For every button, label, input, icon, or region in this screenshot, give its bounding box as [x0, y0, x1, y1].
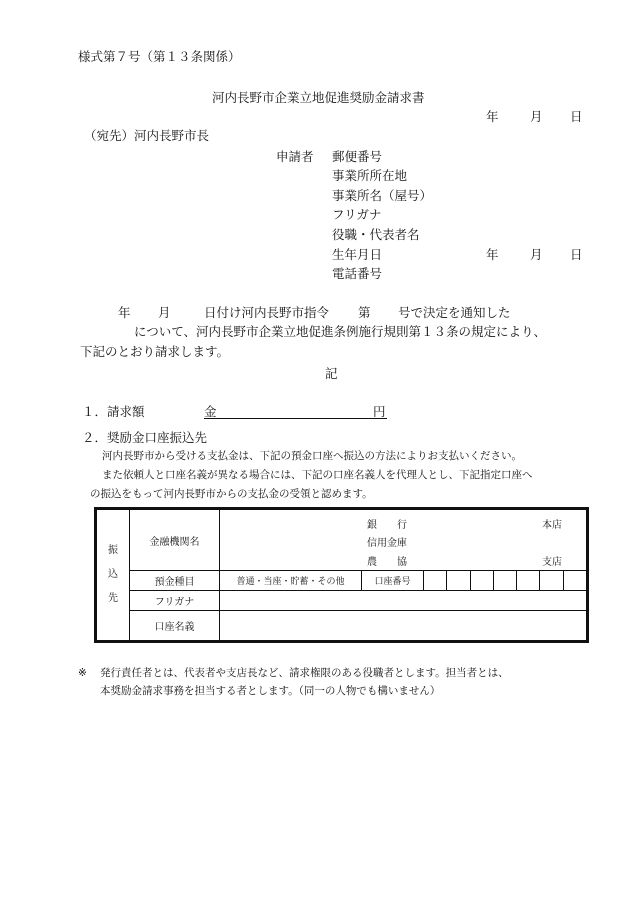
holder-furigana-cell[interactable] [220, 591, 588, 611]
note-line2: また依頼人と口座名義が異なる場合には、下記の口座名義人を代理人とし、下記指定口座へ [102, 469, 533, 481]
addressee: （宛先）河内長野市長 [84, 128, 210, 143]
body-line2: について、河内長野市企業立地促進条例施行規則第１３条の規定により、 [134, 324, 547, 339]
account-holder-cell[interactable] [220, 611, 588, 642]
applicant-label: 申請者 [276, 149, 314, 164]
office-address-field: 事業所所在地 [332, 168, 408, 183]
account-type-options[interactable]: 普通・当座・貯蓄・その他 [220, 571, 362, 591]
bank-transfer-heading: ２．奨励金口座振込先 [82, 430, 208, 445]
page-title: 河内長野市企業立地促進奨励金請求書 [212, 90, 425, 105]
account-holder-label: 口座名義 [130, 611, 220, 642]
date-year: 年 [486, 109, 499, 124]
ginko-label: 銀 行 [367, 520, 407, 531]
birthdate-field: 生年月日 [332, 247, 383, 262]
honten-label: 本店 [542, 520, 562, 531]
bank-name-cell[interactable] [220, 509, 588, 571]
shinkin-label: 信用金庫 [367, 538, 407, 549]
body-line3: 下記のとおり請求します。 [80, 344, 230, 359]
note-line1: 河内長野市から受ける支払金は、下記の預金口座へ振込の方法によりお支払いください。 [102, 450, 522, 462]
bank-account-table [94, 507, 589, 643]
holder-furigana-label: フリガナ [130, 591, 220, 611]
shiten-label: 支店 [542, 557, 562, 568]
body-notice-date: 日付け河内長野市指令 [204, 305, 330, 320]
birth-day: 日 [570, 247, 583, 262]
birth-month: 月 [530, 247, 543, 262]
claim-yen: 円 [373, 404, 386, 419]
bank-name-label: 金融機関名 [130, 509, 220, 571]
body-dai: 第 [358, 305, 371, 320]
phone-field: 電話番号 [332, 266, 383, 281]
form-number: 様式第７号（第１３条関係） [78, 49, 241, 64]
date-day: 日 [570, 109, 583, 124]
footnote-line2: 本奨励金請求事務を担当する者とします。（同一の人物でも構いません） [100, 685, 441, 697]
side-char-3: 先 [108, 593, 118, 604]
postal-code-field: 郵便番号 [332, 149, 383, 164]
claim-kin: 金 [204, 404, 217, 419]
furigana-field: フリガナ [332, 207, 382, 222]
office-name-field: 事業所名（屋号） [332, 188, 433, 203]
footnote-mark: ※ [78, 667, 87, 679]
birth-year: 年 [486, 247, 499, 262]
body-year: 年 [118, 305, 131, 320]
footnote-line1: 発行責任者とは、代表者や支店長など、請求権限のある役職者とします。担当者とは、 [100, 667, 509, 679]
account-number-label: 口座番号 [362, 571, 424, 591]
side-char-1: 振 [108, 545, 118, 556]
representative-field: 役職・代表者名 [332, 227, 420, 242]
body-decision: 号で決定を通知した [398, 305, 511, 320]
account-type-label: 預金種目 [130, 571, 220, 591]
body-month: 月 [158, 305, 171, 320]
claim-amount-underline [204, 418, 387, 419]
note-line3: の振込をもって河内長野市からの支払金の受領と認めます。 [90, 488, 373, 500]
transfer-side-label [96, 509, 130, 642]
claim-amount-label: １．請求額 [82, 404, 145, 419]
account-number-boxes[interactable] [424, 571, 588, 591]
date-month: 月 [530, 109, 543, 124]
ki-heading: 記 [325, 366, 338, 381]
nokyo-label: 農 協 [367, 557, 407, 568]
side-char-2: 込 [108, 569, 118, 580]
